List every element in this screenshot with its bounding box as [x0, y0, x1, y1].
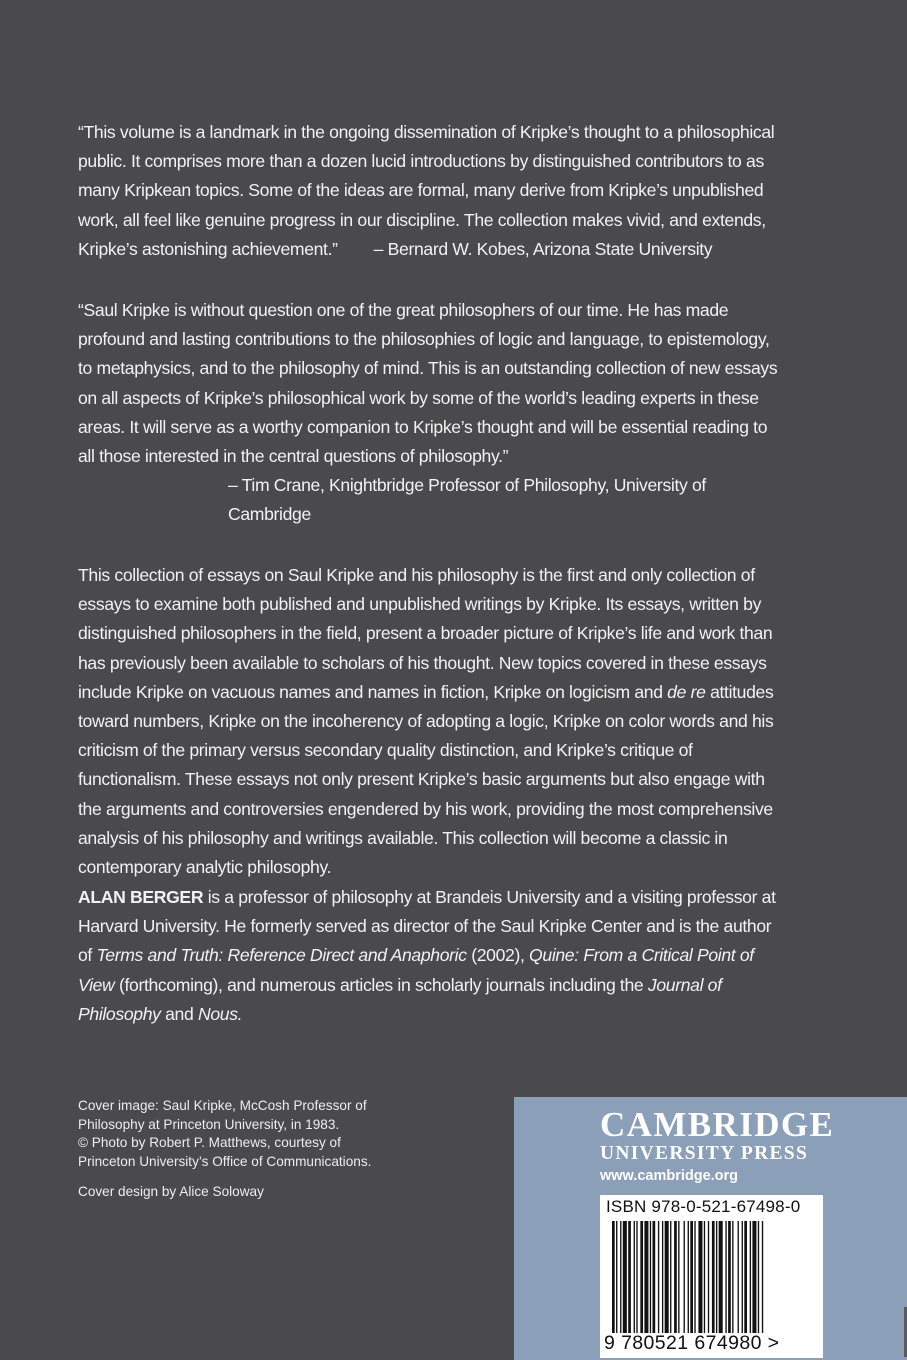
quote-kobes-attribution: – Bernard W. Kobes, Arizona State University	[373, 238, 713, 259]
isbn-barcode-box	[600, 1195, 823, 1358]
cover-credits	[78, 1097, 371, 1202]
description-part1: This collection of essays on Saul Kripke and his philosophy is the first and only collection of essays to examine both published and unpublished writings by Kripke. Its essays, written by distinguished philosophers in the field, present a broader picture of Kripke’s life and work than has previously been available to scholars of his thought. New topics covered in these essays include Kripke on vacuous names and names in fiction, Kripke on logicism and	[78, 565, 773, 702]
bio-text-4: and	[160, 1003, 198, 1024]
description-part2: attitudes toward numbers, Kripke on the incoherency of adopting a logic, Kripke on color words and his criticism of the primary versus secondary quality distinction, and Kripke’s critique of functionalism. These essays not only present Kripke’s basic arguments but also engage with the arguments and controversies engendered by his work, providing the most comprehensive analysis of his philosophy and writings available. This collection will become a classic in contemporary analytic philosophy.	[78, 681, 774, 878]
bio-text-3: (forthcoming), and numerous articles in scholarly journals including the	[114, 974, 648, 995]
quote-crane	[78, 296, 778, 530]
bio-journal-2: Nous.	[197, 1003, 243, 1024]
quote-crane-attribution: – Tim Crane, Knightbridge Professor of Philosophy, University of Cambridge	[228, 475, 706, 525]
bio-book-1: Terms and Truth: Reference Direct and Anaphoric	[96, 945, 467, 966]
book-description	[78, 561, 784, 882]
bio-text-1: is a professor of philosophy at Brandeis University and a visiting professor at Harvard University. He formerly served as director of the Saul Kripke Center and is the author of	[78, 887, 776, 966]
publisher-panel	[514, 1097, 907, 1360]
quote-crane-text: “Saul Kripke is without question one of the great philosophers of our time. He has made profound and lasting contributions to the philosophies of logic and language, to epistemology, to metaphysics, and to the philosophy of mind. This is an outstanding collection of new essays on all aspects of Kripke’s philosophical work by some of the world’s leading experts in these areas. It will serve as a worthy companion to Kripke’s thought and will be essential reading to all those interested in the central questions of philosophy.”	[78, 300, 778, 467]
description-italic: de re	[667, 681, 706, 702]
barcode-bars	[612, 1221, 812, 1333]
author-bio	[78, 883, 778, 1029]
credit-line-4: Princeton University’s Office of Communications.	[78, 1153, 372, 1169]
quote-kobes	[78, 118, 778, 264]
publisher-url[interactable]: www.cambridge.org	[600, 1168, 739, 1184]
bio-journal-1: Journal of Philosophy	[78, 974, 722, 1024]
publisher-subtitle: UNIVERSITY PRESS	[600, 1143, 809, 1164]
bio-text-2: (2002),	[466, 945, 530, 966]
isbn-label: ISBN 978-0-521-67498-0	[606, 1197, 801, 1216]
credit-line-3: © Photo by Robert P. Matthews, courtesy of	[78, 1135, 341, 1151]
barcode-digits: 9 780521 674980 >	[604, 1332, 780, 1354]
bio-book-2: Quine: From a Critical Point of View	[78, 945, 754, 995]
author-name: ALAN BERGER	[78, 887, 204, 907]
credit-line-2: Philosophy at Princeton University, in 1983.	[78, 1116, 340, 1132]
credit-line-1: Cover image: Saul Kripke, McCosh Professor of	[78, 1098, 367, 1113]
cover-design-credit: Cover design by Alice Soloway	[78, 1184, 264, 1200]
quote-kobes-text: “This volume is a landmark in the ongoing dissemination of Kripke’s thought to a philosophical public. It comprises more than a dozen lucid introductions by distinguished contributors to as many Kripkean topics. Some of the ideas are formal, many derive from Kripke’s unpublished work, all feel like genuine progress in our discipline. The collection makes vivid, and extends, Kripke’s astonishing achievement.”	[78, 122, 775, 259]
publisher-name: CAMBRIDGE	[600, 1105, 835, 1144]
